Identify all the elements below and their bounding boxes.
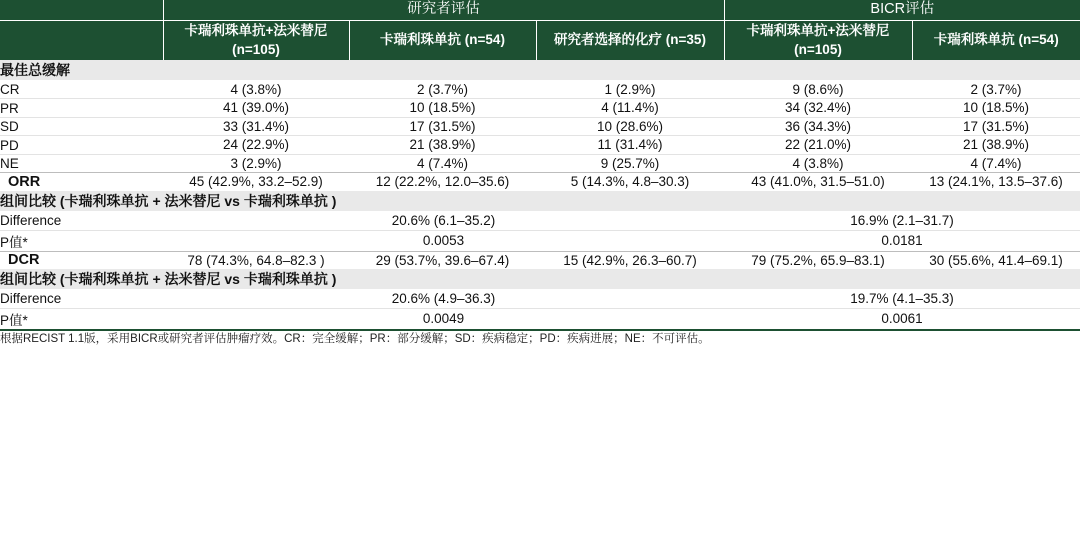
section-header-row	[0, 60, 1080, 81]
header-col-inv-chemo: 研究者选择的化疗 (n=35)	[536, 20, 724, 60]
cell-cr-bicr-combo: 9 (8.6%)	[792, 81, 844, 97]
header-group-bicr: BICR评估	[724, 0, 1080, 20]
cell-dcr-inv-combo: 78 (74.3%, 64.8–82.3 )	[187, 252, 325, 268]
table-header-columns-row	[0, 20, 1080, 60]
row-label-difference-dcr: Difference	[0, 291, 62, 307]
section-title-comparison-orr: 组间比较 (卡瑞利珠单抗 + 法米替尼 vs 卡瑞利珠单抗 )	[0, 191, 1080, 212]
cell-ne-inv-chemo: 9 (25.7%)	[600, 155, 660, 171]
row-label-pvalue-dcr: P值*	[0, 312, 28, 328]
cell-ne-bicr-mono: 4 (7.4%)	[970, 155, 1022, 171]
table-row	[0, 117, 1080, 136]
cell-difference-dcr-bicr: 19.7% (4.1–35.3)	[850, 291, 954, 307]
row-label-orr: ORR	[8, 174, 41, 191]
table-row	[0, 308, 1080, 330]
cell-pd-inv-combo: 24 (22.9%)	[222, 137, 290, 153]
cell-dcr-inv-mono: 29 (53.7%, 39.6–67.4)	[375, 252, 510, 268]
cell-pvalue-orr-inv: 0.0053	[422, 232, 465, 248]
cell-sd-bicr-combo: 36 (34.3%)	[784, 118, 852, 134]
cell-ne-inv-mono: 4 (7.4%)	[416, 155, 469, 171]
cell-pvalue-dcr-bicr: 0.0061	[881, 310, 923, 326]
table-row	[0, 173, 1080, 191]
table-row	[0, 211, 1080, 230]
row-label-sd: SD	[0, 119, 19, 135]
cell-orr-inv-chemo: 5 (14.3%, 4.8–30.3)	[570, 174, 690, 190]
cell-sd-bicr-mono: 17 (31.5%)	[962, 118, 1030, 134]
header-col-inv-mono: 卡瑞利珠单抗 (n=54)	[349, 20, 536, 60]
cell-pd-bicr-combo: 22 (21.0%)	[784, 137, 852, 153]
cell-cr-inv-combo: 4 (3.8%)	[230, 81, 282, 97]
table-row	[0, 290, 1080, 309]
header-col-bicr-combo: 卡瑞利珠单抗+法米替尼 (n=105)	[724, 20, 912, 60]
section-title-comparison-dcr: 组间比较 (卡瑞利珠单抗 + 法米替尼 vs 卡瑞利珠单抗 )	[0, 269, 1080, 290]
header-col-blank	[0, 20, 163, 60]
section-title-best-response: 最佳总缓解	[0, 60, 1080, 81]
cell-difference-orr-bicr: 16.9% (2.1–31.7)	[850, 212, 954, 228]
table-header-group-row	[0, 0, 1080, 20]
table-footnote: 根据RECIST 1.1版，采用BICR或研究者评估肿瘤疗效。CR：完全缓解；PR：部分缓解；SD：疾病稳定；PD：疾病进展；NE：不可评估。	[0, 332, 710, 345]
row-label-cr: CR	[0, 81, 20, 97]
row-label-pr: PR	[0, 100, 19, 116]
cell-pr-inv-mono: 10 (18.5%)	[409, 100, 476, 116]
cell-pr-bicr-mono: 10 (18.5%)	[962, 100, 1030, 116]
header-corner-blank	[0, 0, 163, 20]
cell-ne-inv-combo: 3 (2.9%)	[230, 155, 282, 171]
section-header-row	[0, 269, 1080, 290]
cell-sd-inv-combo: 33 (31.4%)	[222, 118, 290, 134]
cell-orr-inv-combo: 45 (42.9%, 33.2–52.9)	[189, 174, 323, 190]
row-label-pvalue-orr: P值*	[0, 234, 28, 250]
table-row	[0, 80, 1080, 99]
cell-sd-inv-chemo: 10 (28.6%)	[596, 118, 664, 134]
cell-difference-orr-inv: 20.6% (6.1–35.2)	[391, 212, 496, 228]
cell-cr-bicr-mono: 2 (3.7%)	[970, 81, 1022, 97]
cell-pvalue-orr-bicr: 0.0181	[881, 232, 923, 248]
cell-pr-inv-chemo: 4 (11.4%)	[601, 100, 659, 116]
cell-sd-inv-mono: 17 (31.5%)	[409, 118, 476, 134]
table-row	[0, 154, 1080, 173]
cell-pvalue-dcr-inv: 0.0049	[422, 310, 465, 326]
header-col-inv-combo: 卡瑞利珠单抗+法米替尼 (n=105)	[163, 20, 349, 60]
cell-pd-bicr-mono: 21 (38.9%)	[962, 137, 1030, 153]
header-col-bicr-mono: 卡瑞利珠单抗 (n=54)	[912, 20, 1080, 60]
table-row	[0, 136, 1080, 155]
row-label-difference-orr: Difference	[0, 213, 62, 229]
row-label-pd: PD	[0, 137, 19, 153]
table-row	[0, 251, 1080, 269]
footnote-row	[0, 330, 1080, 348]
cell-orr-inv-mono: 12 (22.2%, 12.0–35.6)	[375, 174, 510, 190]
row-label-ne: NE	[0, 156, 19, 172]
cell-pr-inv-combo: 41 (39.0%)	[222, 100, 290, 116]
cell-pr-bicr-combo: 34 (32.4%)	[784, 100, 852, 116]
cell-dcr-inv-chemo: 15 (42.9%, 26.3–60.7)	[563, 252, 697, 268]
cell-difference-dcr-inv: 20.6% (4.9–36.3)	[391, 291, 496, 307]
cell-cr-inv-chemo: 1 (2.9%)	[604, 81, 656, 97]
cell-ne-bicr-combo: 4 (3.8%)	[792, 155, 844, 171]
cell-orr-bicr-combo: 43 (41.0%, 31.5–51.0)	[751, 174, 885, 190]
cell-pd-inv-chemo: 11 (31.4%)	[597, 137, 663, 153]
section-header-row	[0, 191, 1080, 212]
header-group-investigator: 研究者评估	[163, 0, 724, 20]
cell-orr-bicr-mono: 13 (24.1%, 13.5–37.6)	[929, 174, 1063, 190]
cell-dcr-bicr-combo: 79 (75.2%, 65.9–83.1)	[751, 252, 885, 268]
cell-cr-inv-mono: 2 (3.7%)	[416, 81, 469, 97]
row-label-dcr: DCR	[8, 252, 40, 269]
table-row	[0, 99, 1080, 118]
cell-dcr-bicr-mono: 30 (55.6%, 41.4–69.1)	[929, 252, 1063, 268]
table-row	[0, 230, 1080, 251]
cell-pd-inv-mono: 21 (38.9%)	[409, 137, 476, 153]
